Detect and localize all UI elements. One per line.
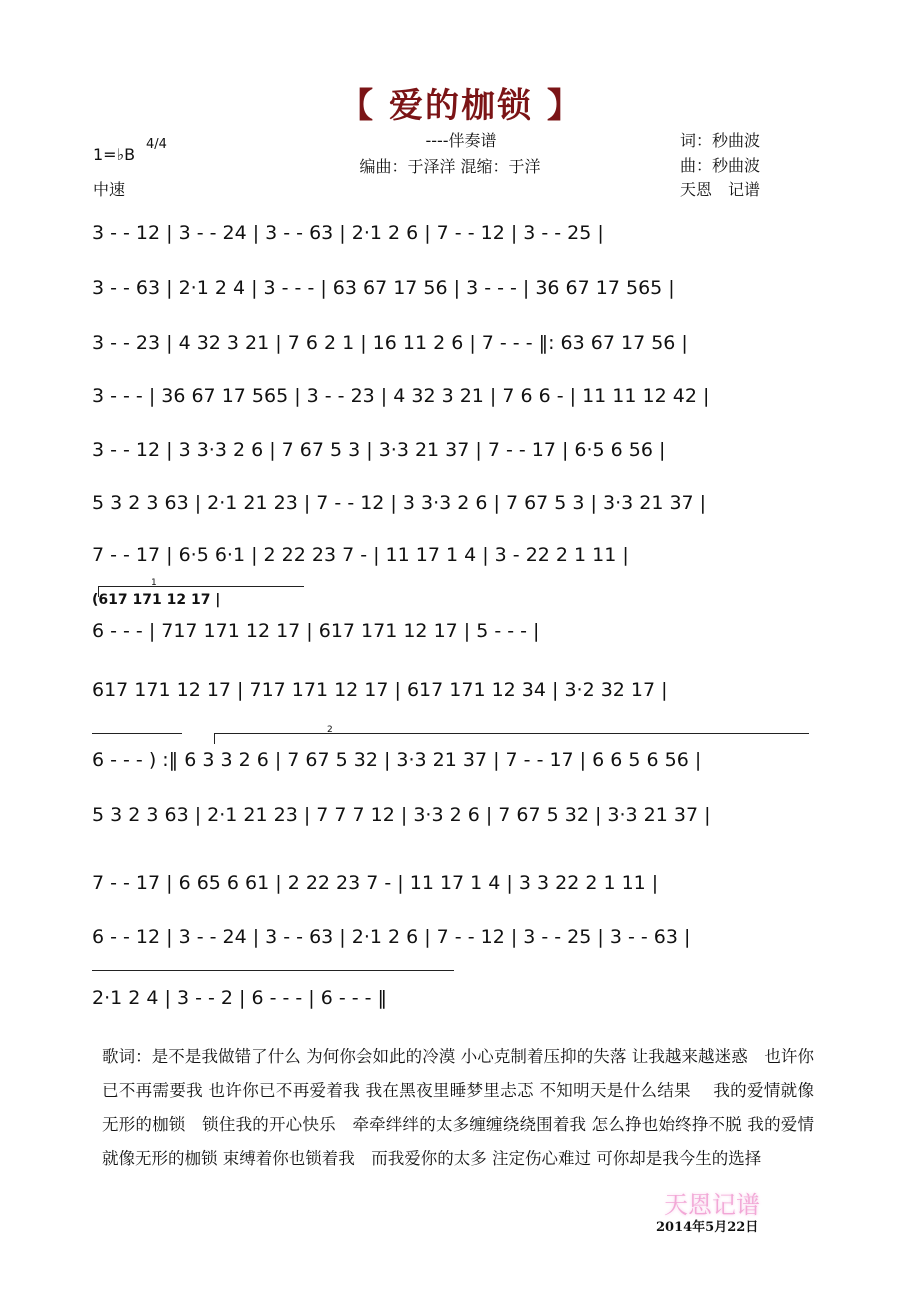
lyricist-credit: 词：秒曲波 [680,131,761,150]
key-signature: 1=♭B [93,145,136,164]
score-line: (617 171 12 17 | [92,592,221,608]
volta-2-label: 2 [327,725,333,735]
score-line: 3 - - - | 36 67 17 565 | 3 - - 23 | 4 32 3 21 | 7 6 6 - | 11 11 12 42 | [92,385,710,407]
score-line: 7 - - 17 | 6 65 6 61 | 2 22 23 7 - | 11 17 1 4 | 3 3 22 2 1 11 | [92,872,659,894]
subtitle: ----伴奏谱 [425,131,497,150]
time-signature-text: 4/4 [146,137,167,152]
score-line: 3 - - 12 | 3 3·3 2 6 | 7 67 5 3 | 3·3 21 37 | 7 - - 17 | 6·5 6 56 | [92,439,666,461]
score-line: 6 - - - ) :‖ 6 3 3 2 6 | 7 67 5 32 | 3·3 21 37 | 7 - - 17 | 6 6 5 6 56 | [92,749,702,771]
song-title: 【 爱的枷锁 】 [339,86,583,126]
score-line: 3 - - 23 | 4 32 3 21 | 7 6 2 1 | 16 11 2 6 | 7 - - - ‖: 63 67 17 56 | [92,332,688,354]
volta-1-label: 1 [151,578,157,588]
score-line: 6 - - 12 | 3 - - 24 | 3 - - 63 | 2·1 2 6 | 7 - - 12 | 3 - - 25 | 3 - - 63 | [92,926,691,948]
composer-credit: 曲：秒曲波 [680,156,761,175]
slur-line [92,970,454,971]
lyrics-text: 歌词：是不是我做错了什么 为何你会如此的冷漠 小心克制着压抑的失落 让我越来越迷惑 也许你已不再需要我 也许你已不再爱着我 我在黑夜里睡梦里忐忑 不知明天是什么结果 我的爱情就像无形的枷锁 锁住我的开心快乐 牵牵绊绊的太多缠缠绕绕围着我 怎么挣也始终挣不脱 我的爱情就像无形的枷锁 束缚着你也锁着我 而我爱你的太多 注定伤心难过 可你却是我今生的选择 [102,1047,814,1168]
score-line: 7 - - 17 | 6·5 6·1 | 2 22 23 7 - | 11 17 1 4 | 3 - 22 2 1 11 | [92,544,629,566]
score-line: 3 - - 12 | 3 - - 24 | 3 - - 63 | 2·1 2 6 | 7 - - 12 | 3 - - 25 | [92,222,604,244]
date-text: 2014年5月22日 [656,1220,759,1235]
watermark-stamp: 天恩记谱 [664,1191,760,1219]
tempo: 中速 [93,180,126,199]
score-line: 5 3 2 3 63 | 2·1 21 23 | 7 7 7 12 | 3·3 2 6 | 7 67 5 32 | 3·3 21 37 | [92,804,711,826]
time-signature [146,138,167,151]
score-line: 2·1 2 4 | 3 - - 2 | 6 - - - | 6 - - - ‖ [92,987,388,1009]
arrangement-credit: 编曲：于泽洋 混缩：于洋 [359,157,541,176]
transcriber-credit: 天恩 记谱 [680,180,761,199]
score-line: 6 - - - | 717 171 12 17 | 617 171 12 17 | 5 - - - | [92,620,540,642]
volta-2-bracket [214,725,809,744]
score-line: 617 171 12 17 | 717 171 12 17 | 617 171 12 34 | 3·2 32 17 | [92,679,668,701]
slur-line [92,733,182,734]
volta-1-bracket [98,578,304,597]
score-line: 3 - - 63 | 2·1 2 4 | 3 - - - | 63 67 17 56 | 3 - - - | 36 67 17 565 | [92,277,675,299]
score-line: 5 3 2 3 63 | 2·1 21 23 | 7 - - 12 | 3 3·3 2 6 | 7 67 5 3 | 3·3 21 37 | [92,492,707,514]
